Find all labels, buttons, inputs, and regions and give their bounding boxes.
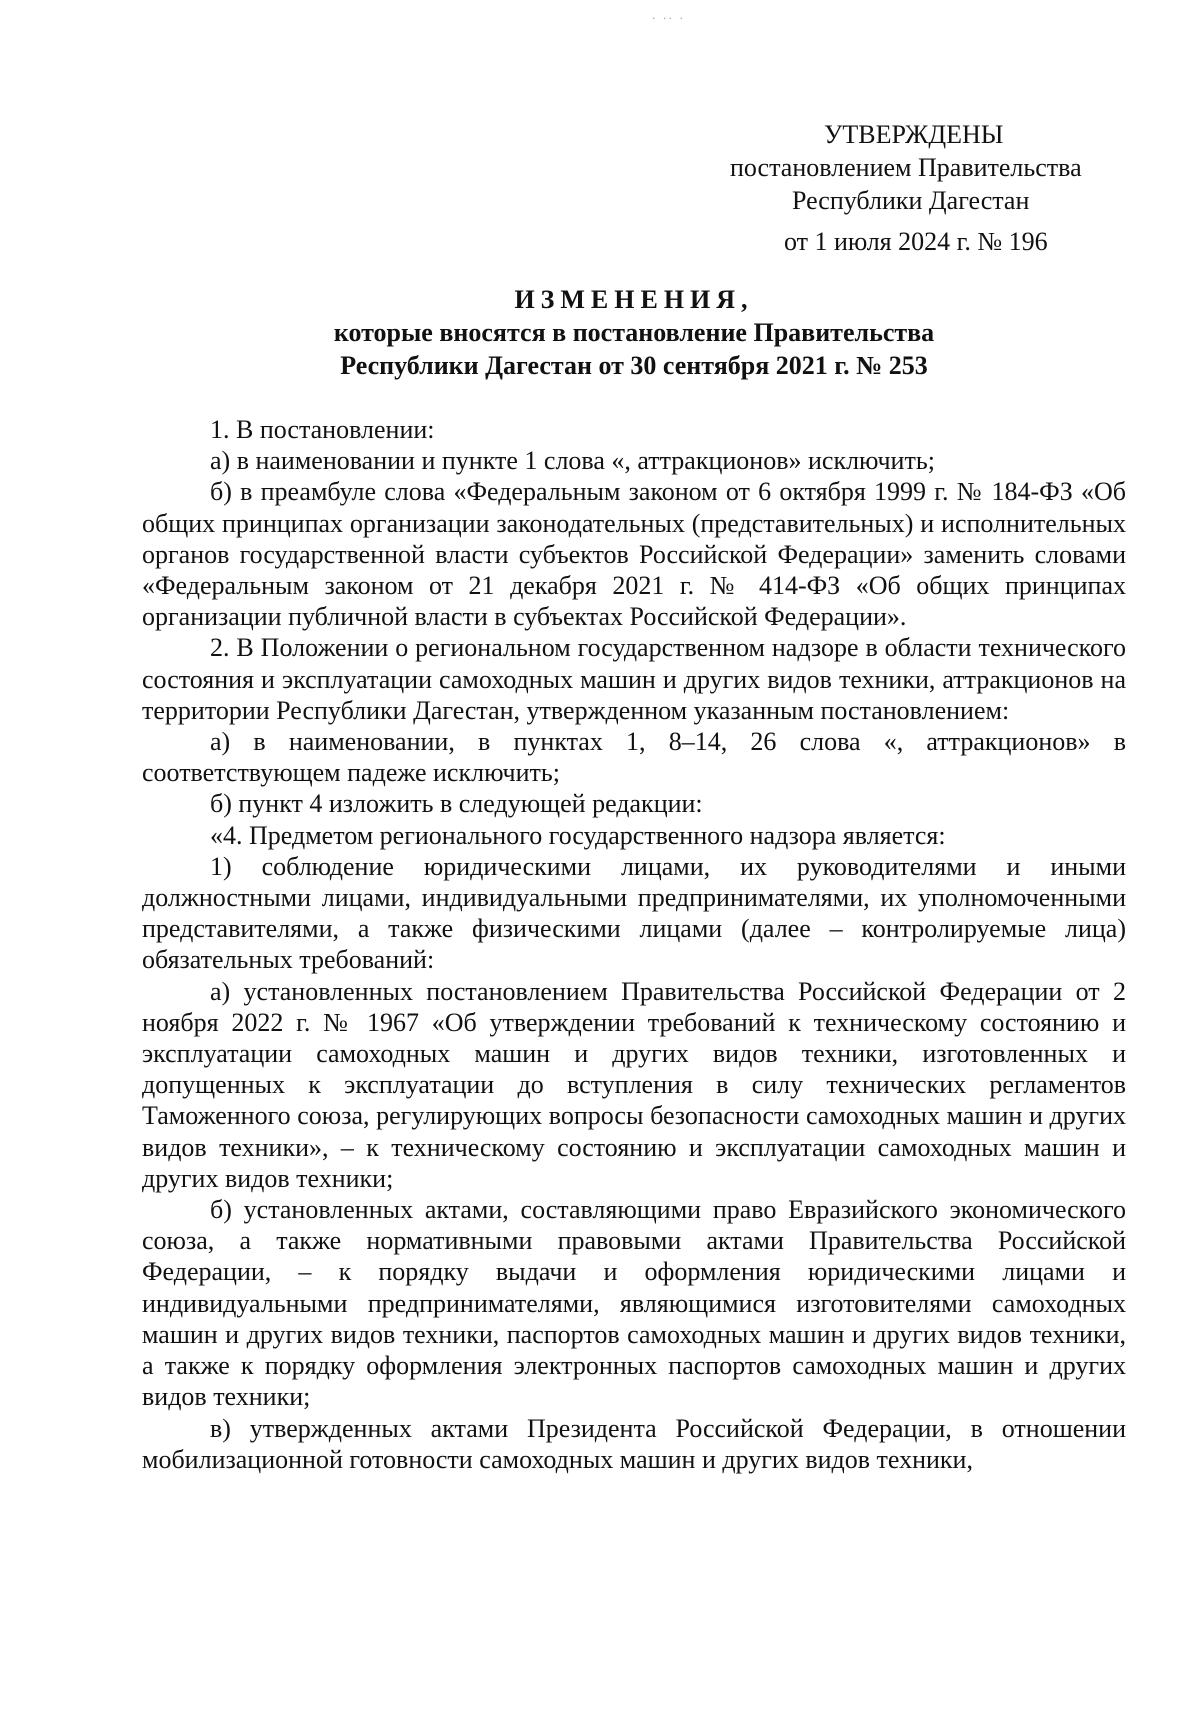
paragraph-1: 1. В постановлении: bbox=[210, 415, 435, 444]
paragraph-2: 2. В Положении о региональном государственном надзоре в области технического состояния и эксплуатации самоходных машин и других видов техники, аттракционов на территории Республики Дагестан, утвержденном указанным постановлением: bbox=[142, 633, 1126, 725]
document-title bbox=[140, 283, 1128, 382]
paragraph-item-4-1v: в) утвержденных актами Президента Российской Федерации, в отношении мобилизационной готовности самоходных машин и других видов техники, bbox=[142, 1413, 1126, 1474]
paragraph-2a: а) в наименовании, в пунктах 1, 8–14, 26 слова «, аттракционов» в соответствующем падеже исключить; bbox=[142, 727, 1126, 788]
approval-stamp-block bbox=[730, 118, 1120, 258]
paragraph-item-4-1a: а) установленных постановлением Правительства Российской Федерации от 2 ноября 2022 г. № 1967 «Об утверждении требований к техническому состоянию и эксплуатации самоходных машин и других видов техники, изготовленных и допущенных к эксплуатации до вступления в силу технических регламентов Таможенного союза, регулирующих вопросы безопасности самоходных машин и других видов техники», – к техническому состоянию и эксплуатации самоходных машин и других видов техники; bbox=[142, 976, 1126, 1193]
paragraph-1b: б) в преамбуле слова «Федеральным законом от 6 октября 1999 г. № 184-ФЗ «Об общих принципах организации законодательных (представительных) и исполнительных органов государственной власти субъектов Российской Федерации» заменить словами «Федеральным законом от 21 декабря 2021 г. № 414-ФЗ «Об общих принципах организации публичной власти в субъектах Российской Федерации». bbox=[142, 477, 1126, 632]
approval-date-number: от 1 июля 2024 г. № 196 bbox=[784, 227, 1048, 256]
title-subtitle-line-1: которые вносятся в постановление Правительства bbox=[333, 318, 935, 347]
document-body bbox=[142, 414, 1126, 1475]
paragraph-1a: а) в наименовании и пункте 1 слова «, аттракционов» исключить; bbox=[210, 446, 935, 476]
approval-heading: УТВЕРЖДЕНЫ bbox=[824, 120, 1004, 149]
paragraph-item-4-1b: б) установленных актами, составляющими право Евразийского экономического союза, а также нормативными правовыми актами Правительства Российской Федерации, – к порядку выдачи и оформления юридическими лицами и индивидуальными предпринимателями, являющимися изготовителями самоходных машин и других видов техники, паспортов самоходных машин и других видов техники, а также к порядку оформления электронных паспортов самоходных машин и других видов техники; bbox=[142, 1195, 1126, 1412]
paragraph-2b: б) пункт 4 изложить в следующей редакции: bbox=[210, 789, 703, 819]
paragraph-item-4-1: 1) соблюдение юридическими лицами, их руководителями и иными должностными лицами, индивидуальными предпринимателями, их уполномоченными представителями, а также физическими лицами (далее – контролируемые лица) обязательных требований: bbox=[142, 851, 1126, 975]
approval-authority: постановлением Правительства bbox=[730, 153, 1082, 182]
title-subtitle-line-2: Республики Дагестан от 30 сентября 2021 г. № 253 bbox=[340, 351, 928, 380]
scan-artifact: · ·· · bbox=[652, 12, 685, 25]
paragraph-item-4: «4. Предметом регионального государственного надзора является: bbox=[210, 820, 946, 850]
approval-region: Республики Дагестан bbox=[792, 186, 1030, 215]
title-heading: ИЗМЕНЕНИЯ, bbox=[514, 285, 754, 314]
